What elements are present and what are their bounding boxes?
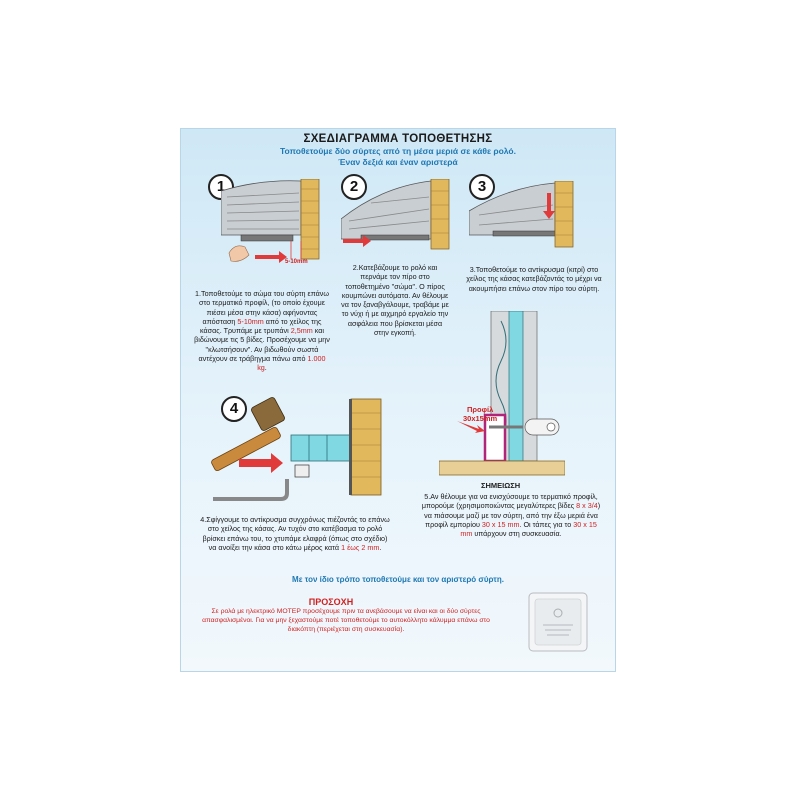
- page-title: ΣΧΕΔΙΑΓΡΑΜΜΑ ΤΟΠΟΘΕΤΗΣΗΣ: [303, 133, 493, 145]
- step-1-text-c: και βιδώνουμε τις 5 βίδες. Προσέχουμε να μην "κλωτσήσουν". Αν βιδωθούν σωστά αντέχουν σε τράβηγμα πάνω από: [194, 326, 330, 364]
- page-subtitle-1: Τοποθετούμε δύο σύρτες από τη μέσα μεριά σε κάθε ρολό.: [280, 146, 516, 156]
- step-5-text-c: . Οι τάπες για το: [519, 519, 574, 529]
- step-1-red-b: 2,5mm: [290, 326, 313, 336]
- step-1-text-b: από το χείλος της κάσας. Τρυπάμε με τρυπάνι: [200, 316, 322, 336]
- step-4-number: 4: [221, 396, 247, 422]
- step-1-dimension: 5-10mm: [285, 259, 308, 265]
- switch-cover-image: [525, 589, 591, 655]
- step-1-red-c: 1.000 kg: [257, 354, 326, 373]
- note-label: ΣΗΜΕΙΩΣΗ: [481, 481, 521, 490]
- attention-title: ΠΡΟΣΟΧΗ: [308, 597, 354, 607]
- step-5-text: [421, 492, 601, 538]
- step-1-text: [193, 289, 331, 373]
- step-1-text-d: .: [264, 363, 267, 373]
- same-way-note: Με τον ίδιο τρόπο τοποθετούμε και τον αριστερό σύρτη.: [292, 575, 504, 584]
- step-4-text: [199, 515, 391, 552]
- step-5-red-a: 8 x 3/4: [576, 501, 598, 511]
- step-4-red-a: 1 έως 2 mm: [341, 542, 380, 552]
- step-4-text-b: .: [379, 542, 382, 552]
- instruction-sheet: [180, 128, 616, 672]
- step-1-number: 1: [208, 174, 234, 200]
- step-1-text-a: 1.Τοποθετούμε το σώμα του σύρτη επάνω στο τερματικό προφίλ, (το οποίο έχουμε πιέσει μέσα στην κάσα) αφήνοντας απόσταση: [195, 289, 329, 326]
- step-3-text: 3.Τοποθετούμε το αντίκρυσμα (κιτρί) στο χείλος της κάσας κατεβάζοντάς το μέχρι να ακουμπήσει επάνω στον πίρο του σύρτη.: [466, 265, 602, 293]
- step-3-number: 3: [469, 174, 495, 200]
- step-4-illustration: [209, 391, 389, 513]
- step-3-illustration: [469, 181, 579, 257]
- page-subtitle-2: Έναν δεξιά και έναν αριστερά: [338, 157, 458, 167]
- step-5-red-b: 30 x 15 mm: [481, 519, 520, 529]
- step-5-illustration: [439, 311, 565, 479]
- step-2-illustration: [341, 179, 451, 259]
- step-2-number: 2: [341, 174, 367, 200]
- step-4-text-a: 4.Σφίγγουμε το αντίκρυσμα συγχρόνως πιέζοντάς το επάνω στο χείλος της κάσας. Αν τυχόν στο κατέβασμα το ρολό βρίσκει επάνω του, το χτυπάμε ελαφρά (όπως στο σχέδιο) να ανοίξει την κάσα στο κάτω μέρος κατά: [200, 515, 390, 552]
- step-5-text-a: 5.Αν θέλουμε για να ενισχύσουμε το τερματικό προφίλ, μπορούμε (χρησιμοποιώντας μεγαλύτερες βίδες: [421, 492, 598, 511]
- profile-size: 30x15mm: [463, 414, 498, 423]
- step-5-text-d: υπάρχουν στη συσκευασία.: [472, 529, 562, 539]
- step-5-text-b: ) να πιάσουμε μαζί με τον σύρτη, από την έξω μεριά ένα προφίλ εμπορίου: [424, 501, 601, 529]
- step-5-red-c: 30 x 15 mm: [460, 519, 597, 539]
- attention-text: Σε ρολά με ηλεκτρικό ΜΟΤΕΡ προσέχουμε πριν τα ανεβάσουμε να είναι και οι δύο σύρτες απασφαλισμένοι. Για να μην ξεχαστούμε ποτέ τοποθετούμε το αυτοκόλλητο κάλυμμα επάνω στο διακόπτη (περιέχεται στη συσκευασία).: [202, 608, 490, 633]
- step-2-text: 2.Κατεβάζουμε το ρολό και περνάμε τον πίρο στο τοποθετημένο "σώμα". Ο πίρος κουμπώνει αυτόματα. Αν θέλουμε να τον ξαναβγάλουμε, τραβάμε με το νύχι ή με αιχμηρό εργαλείο την ασφάλεια που βρίσκεται μέσα στην εγκοπή.: [341, 263, 449, 338]
- profile-label: Προφίλ: [467, 405, 494, 414]
- step-1-red-a: 5-10mm: [237, 316, 264, 326]
